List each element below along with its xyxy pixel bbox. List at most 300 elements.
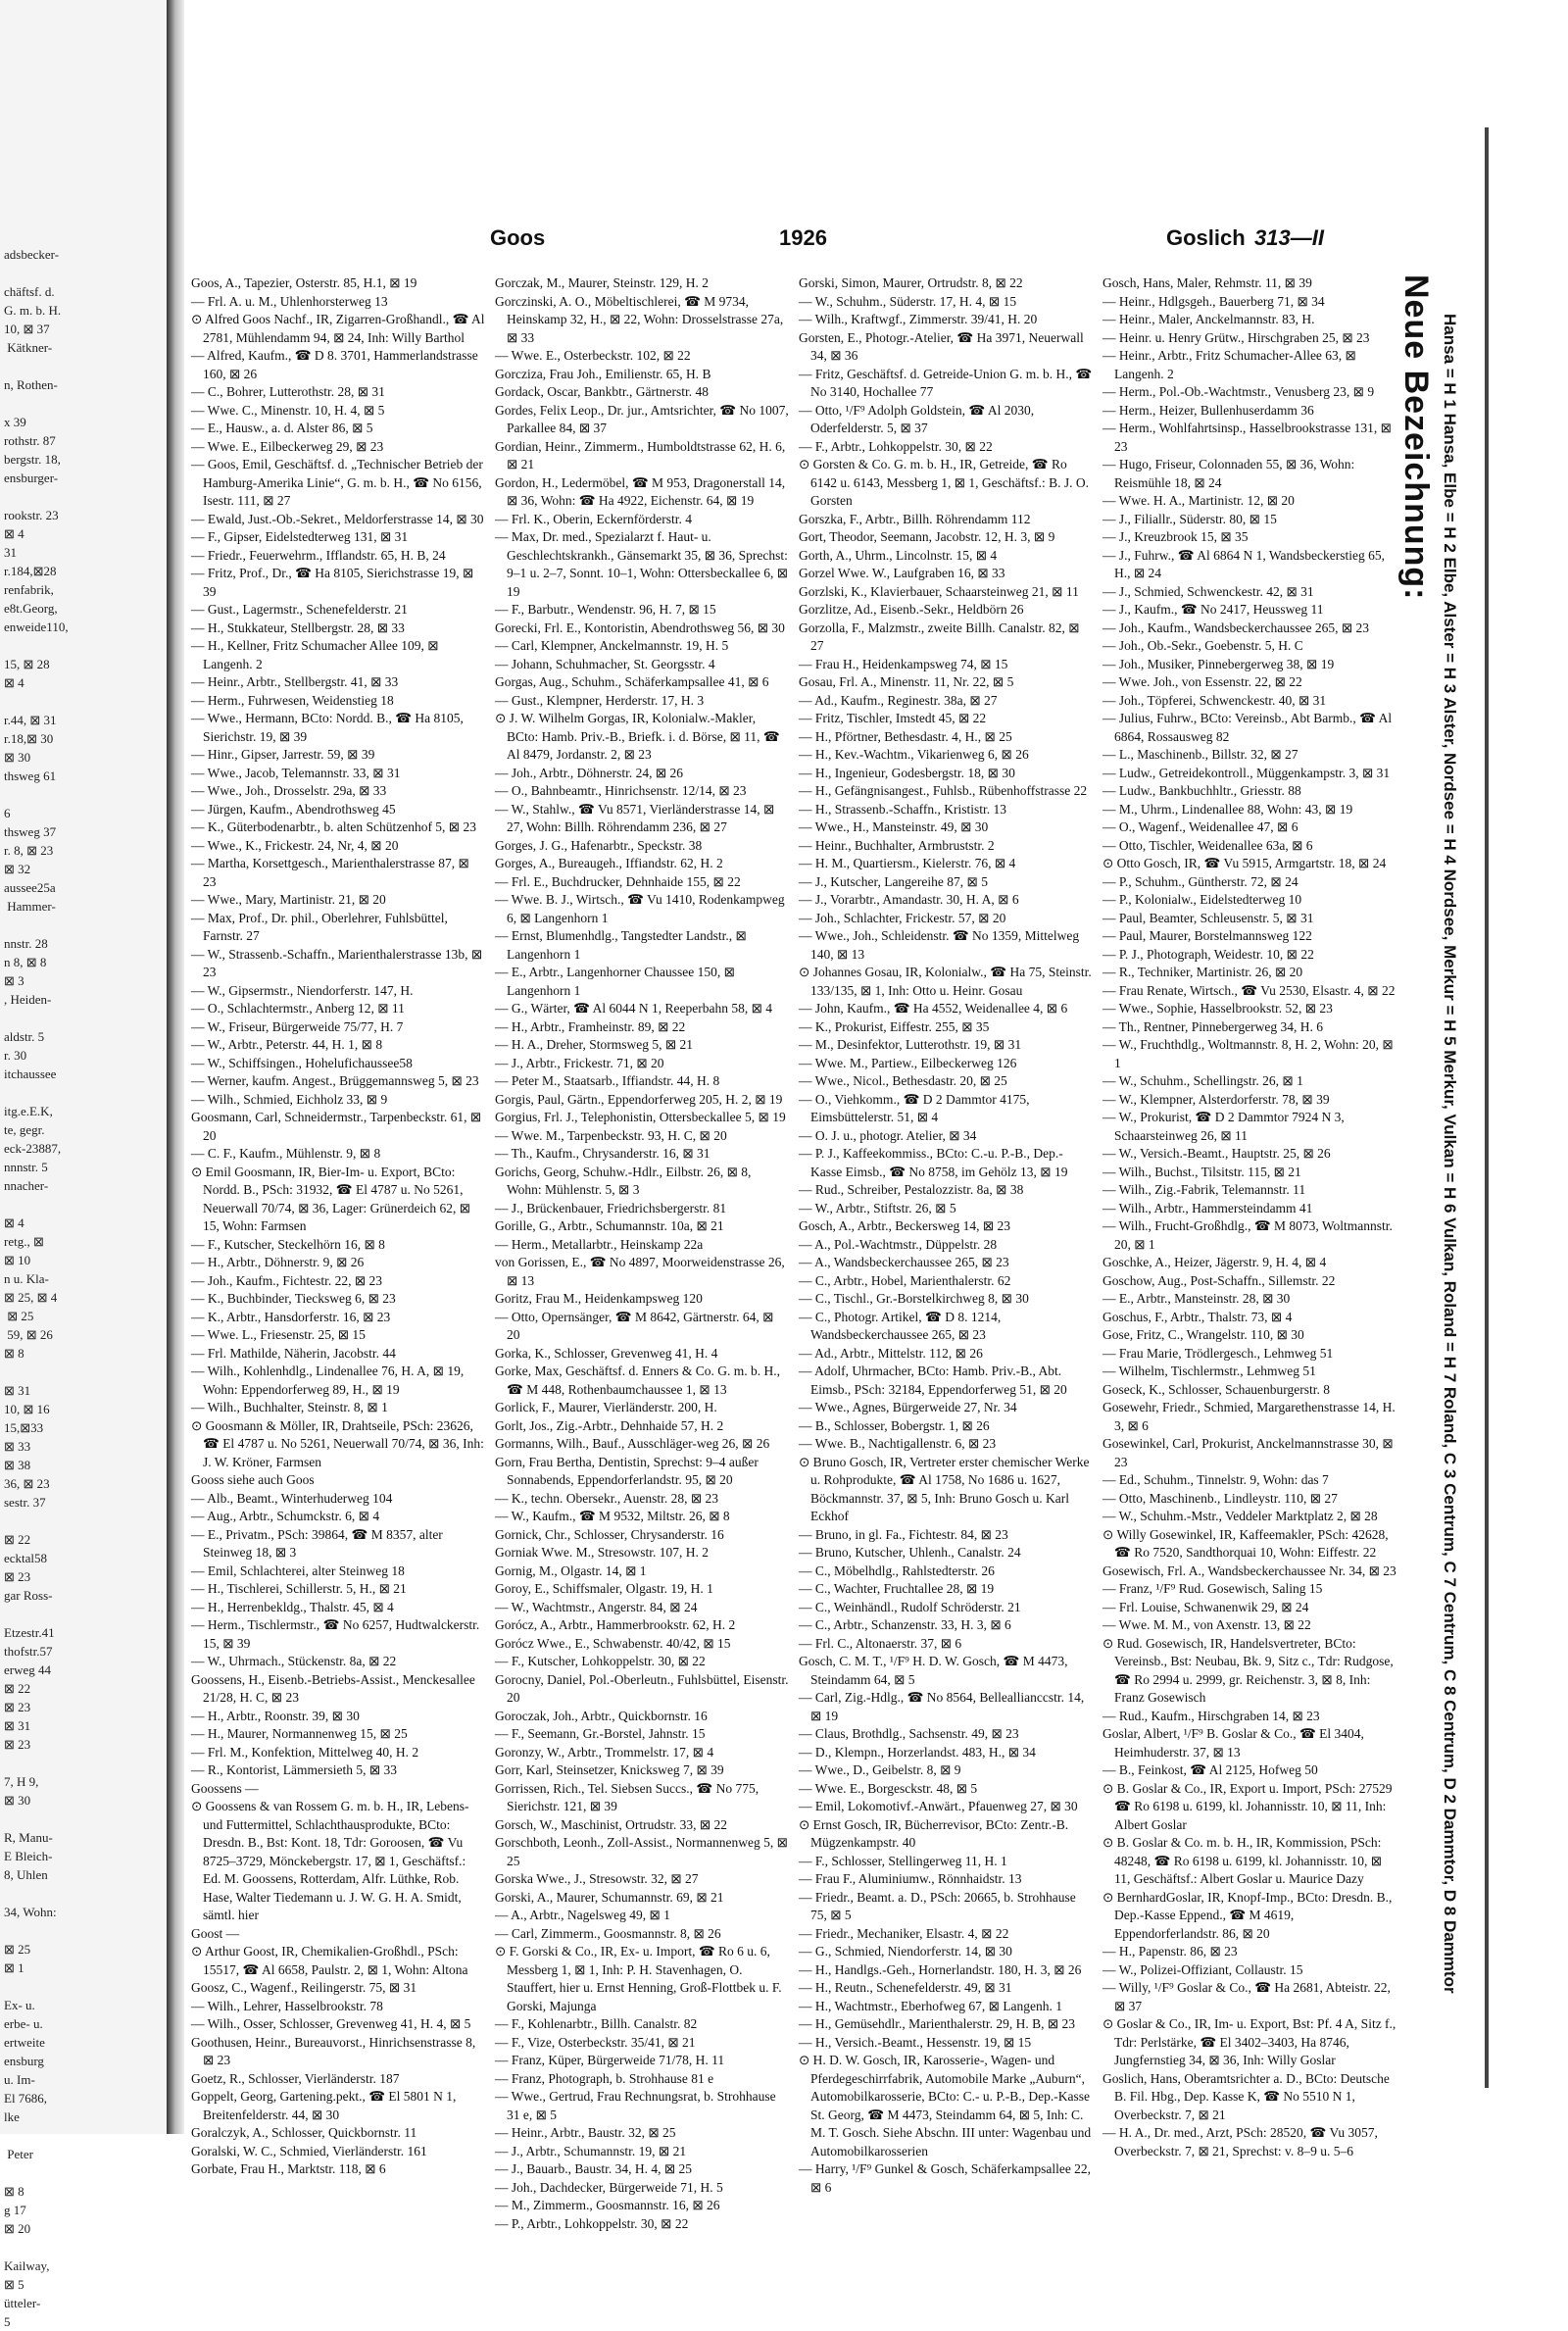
directory-entry: Gorecki, Frl. E., Kontoristin, Abendrothsweg 56, ⊠ 30 — [495, 620, 785, 635]
directory-entry: ⊙ Otto Gosch, IR, ☎ Vu 5915, Armgartstr. 18, ⊠ 24 — [1102, 856, 1387, 870]
directory-entry: — Th., Kaufm., Chrysanderstr. 16, ⊠ 31 — [495, 1146, 710, 1161]
directory-entry: — Hugo, Friseur, Colonnaden 55, ⊠ 36, Wohn: Reismühle 18, ⊠ 24 — [1102, 457, 1355, 490]
directory-entry: — F., Vize, Osterbeckstr. 35/41, ⊠ 21 — [495, 2034, 696, 2050]
directory-entry: Gosau, Frl. A., Minenstr. 11, Nr. 22, ⊠ 5 — [799, 674, 1014, 689]
directory-entry: — Heinr., Buchhalter, Armbruststr. 2 — [799, 837, 995, 853]
directory-entry: — Wwe., K., Frickestr. 24, Nr, 4, ⊠ 20 — [191, 837, 399, 853]
directory-entry: — Emil, Lokomotivf.-Anwärt., Pfauenweg 27, ⊠ 30 — [799, 1799, 1078, 1813]
directory-entry: — F., Kohlenarbtr., Billh. Canalstr. 82 — [495, 2016, 698, 2031]
directory-entry: Goost — — [191, 1925, 240, 1941]
directory-entry: — Wilh., Kohlenhdlg., Lindenallee 76, H. A, ⊠ 19, Wohn: Eppendorferweg 89, H., ⊠ 19 — [191, 1364, 465, 1397]
directory-entry: — Otto, Tischler, Weidenallee 63a, ⊠ 6 — [1102, 837, 1313, 853]
directory-entry: ⊙ Arthur Goost, IR, Chemikalien-Großhdl., PSch: 15517, ☎ Al 6658, Paulstr. 2, ⊠ 1, Wohn: Altona — [191, 1944, 468, 1977]
previous-page-gutter — [0, 0, 170, 2329]
directory-entry: — K., Buchbinder, Tiecksweg 6, ⊠ 23 — [191, 1291, 396, 1306]
directory-entry: — Wwe., Agnes, Bürgerweide 27, Nr. 34 — [799, 1400, 1017, 1414]
directory-entry: — Aug., Arbtr., Schumckstr. 6, ⊠ 4 — [191, 1509, 380, 1523]
directory-entry: — Max, Prof., Dr. phil., Oberlehrer, Fuhlsbüttel, Farnstr. 27 — [191, 910, 448, 943]
directory-entry: — Max, Dr. med., Spezialarzt f. Haut- u. Geschlechtskrankh., Gänsemarkt 35, ⊠ 36, Sprechst: 9–1 u. 2–7, Sonnt. 10–1, Wohn: Ottersbeckallee 6, ⊠ 19 — [495, 529, 789, 599]
directory-entry: — H., Arbtr., Framheinstr. 89, ⊠ 22 — [495, 1018, 686, 1034]
directory-entry: — Ad., Arbtr., Mittelstr. 112, ⊠ 26 — [799, 1345, 983, 1361]
directory-entry: — A., Pol.-Wachtmstr., Düppelstr. 28 — [799, 1236, 998, 1252]
directory-entry: — K., Prokurist, Eiffestr. 255, ⊠ 35 — [799, 1018, 990, 1034]
directory-entry: — Werner, kaufm. Angest., Brüggemannsweg 5, ⊠ 23 — [191, 1073, 479, 1088]
column-2 — [495, 274, 789, 2231]
directory-entry: Gorn, Frau Bertha, Dentistin, Sprechst: 9–4 außer Sonnabends, Eppendorferlandstr. 95, ⊠ 20 — [495, 1454, 759, 1487]
directory-entry: Goseck, K., Schlosser, Schauenburgerstr. 8 — [1102, 1381, 1331, 1397]
directory-entry: — P., Schuhm., Güntherstr. 72, ⊠ 24 — [1102, 873, 1298, 889]
directory-entry: — W., Uhrmach., Stückenstr. 8a, ⊠ 22 — [191, 1654, 397, 1668]
directory-entry: — B., Feinkost, ☎ Al 2125, Hofweg 50 — [1102, 1762, 1318, 1777]
directory-entry: Gorka, K., Schlosser, Grevenweg 41, H. 4 — [495, 1345, 718, 1361]
directory-entry: ⊙ J. W. Wilhelm Gorgas, IR, Kolonialw.-Makler, BCto: Hamb. Priv.-B., Briefk. i. d. Börse, ⊠ 11, ☎ Al 8479, Jordanstr. 2, ⊠ 23 — [495, 711, 780, 762]
directory-entry: ⊙ Goosmann & Möller, IR, Drahtseile, PSch: 23626, ☎ El 4787 u. No 5261, Neuerwall 70/74, ⊠ 36, Inh: J. W. Kröner, Farmsen — [191, 1417, 484, 1469]
directory-entry: — H., Herrenbekldg., Thalstr. 45, ⊠ 4 — [191, 1599, 394, 1614]
directory-entry: — H., Pförtner, Bethesdastr. 4, H., ⊠ 25 — [799, 728, 1012, 744]
directory-entry: Gorsten, E., Photogr.-Atelier, ☎ Ha 3971, Neuerwall 34, ⊠ 36 — [799, 329, 1084, 363]
directory-entry: — Paul, Beamter, Schleusenstr. 5, ⊠ 31 — [1102, 910, 1314, 925]
directory-entry: — Wilh., Buchhalter, Steinstr. 8, ⊠ 1 — [191, 1400, 388, 1414]
directory-entry: Goroczak, Joh., Arbtr., Quickbornstr. 16 — [495, 1708, 708, 1723]
directory-entry: — G., Wärter, ☎ Al 6044 N 1, Reeperbahn 58, ⊠ 4 — [495, 1001, 773, 1016]
directory-entry: Gorges, J. G., Hafenarbtr., Speckstr. 38 — [495, 837, 703, 853]
directory-entry: — H., Kev.-Wachtm., Vikarienweg 6, ⊠ 26 — [799, 747, 1029, 762]
directory-entry: Goossens, H., Eisenb.-Betriebs-Assist., Menckesallee 21/28, H. C, ⊠ 23 — [191, 1671, 475, 1705]
directory-entry: Goos, A., Tapezier, Osterstr. 85, H.1, ⊠ 19 — [191, 275, 417, 290]
directory-entry: Gorócz Wwe., E., Schwabenstr. 40/42, ⊠ 15 — [495, 1635, 731, 1651]
directory-entry: — Martha, Korsettgesch., Marienthalerstrasse 87, ⊠ 23 — [191, 856, 469, 889]
directory-entry: — C., Möbelhdlg., Rahlstedterstr. 26 — [799, 1562, 995, 1578]
directory-entry: — Otto, Opernsänger, ☎ M 8642, Gärtnerstr. 64, ⊠ 20 — [495, 1309, 774, 1342]
directory-entry: — Frl. E., Buchdrucker, Dehnhaide 155, ⊠ 22 — [495, 873, 741, 889]
directory-columns — [191, 274, 1396, 2231]
directory-entry: — W., Klempner, Alsterdorferstr. 78, ⊠ 39 — [1102, 1091, 1330, 1107]
column-4 — [1102, 274, 1396, 2158]
directory-entry: — Herm., Heizer, Bullenhuserdamm 36 — [1102, 402, 1314, 418]
directory-entry: Goralczyk, A., Schlosser, Quickbornstr. 11 — [191, 2125, 417, 2140]
directory-entry: — Ed., Schuhm., Tinnelstr. 9, Wohn: das 7 — [1102, 1472, 1329, 1487]
directory-entry: Gorocny, Daniel, Pol.-Oberleutn., Fuhlsbüttel, Eisenstr. 20 — [495, 1671, 789, 1705]
directory-entry: — W., Wachtmstr., Angerstr. 84, ⊠ 24 — [495, 1599, 698, 1614]
directory-entry: Gorszka, F., Arbtr., Billh. Röhrendamm 112 — [799, 511, 1031, 526]
directory-entry: — Wwe. H. A., Martinistr. 12, ⊠ 20 — [1102, 493, 1295, 508]
directory-entry: — F., Gipser, Eidelstedterweg 131, ⊠ 31 — [191, 529, 409, 544]
directory-entry: — C., Photogr. Artikel, ☎ D 8. 1214, Wandsbeckerchaussee 265, ⊠ 23 — [799, 1309, 1002, 1342]
header-right-word: Goslich — [1166, 225, 1246, 250]
directory-entry: — Frl. M., Konfektion, Mittelweg 40, H. 2 — [191, 1744, 419, 1760]
directory-entry: — Willy, ¹/F⁹ Goslar & Co., ☎ Ha 2681, Abteistr. 22, ⊠ 37 — [1102, 1980, 1391, 2013]
directory-entry: ⊙ Bruno Gosch, IR, Vertreter erster chemischer Werke u. Rohprodukte, ☎ Al 1758, No 1686 u. 1627, Böckmannstr. 37, ⊠ 5, Inh: Bruno Gosch u. Karl Eckhof — [799, 1454, 1090, 1523]
directory-entry: — Fritz, Prof., Dr., ☎ Ha 8105, Sierichstrasse 19, ⊠ 39 — [191, 566, 474, 599]
directory-entry: — Wilh., Lehrer, Hasselbrookstr. 78 — [191, 1998, 383, 2013]
directory-entry: — Harry, ¹/F⁹ Gunkel & Gosch, Schäferkampsallee 22, ⊠ 6 — [799, 2161, 1092, 2195]
directory-entry: — B., Schlosser, Bobergstr. 1, ⊠ 26 — [799, 1417, 990, 1433]
directory-entry: ⊙ Willy Gosewinkel, IR, Kaffeemakler, PSch: 42628, ☎ Ro 7520, Sandthorquai 10, Wohn: Eiffestr. 22 — [1102, 1526, 1389, 1560]
directory-entry: — Wwe., Gertrud, Frau Rechnungsrat, b. Strohhause 31 e, ⊠ 5 — [495, 2089, 776, 2122]
directory-entry: — Franz, ¹/F⁹ Rud. Gosewisch, Saling 15 — [1102, 1581, 1323, 1596]
directory-entry: — P., Kolonialw., Eidelstedterweg 10 — [1102, 892, 1302, 907]
directory-entry: — Goos, Emil, Geschäftsf. d. „Technischer Betrieb der Hamburg-Amerika Linie“, G. m. b. H., ☎ No 6156, Isestr. 111, ⊠ 27 — [191, 457, 483, 508]
directory-entry: Gorichs, Georg, Schuhw.-Hdlr., Eilbstr. 26, ⊠ 8, Wohn: Mühlenstr. 5, ⊠ 3 — [495, 1164, 752, 1197]
directory-entry: — Carl, Zig.-Hdlg., ☎ No 8564, Belleallianccstr. 14, ⊠ 19 — [799, 1690, 1085, 1723]
directory-entry: ⊙ Goossens & van Rossem G. m. b. H., IR, Lebens- und Futtermittel, Schlachthausprodukte, BCto: Dresdn. B., Bst: Kont. 18, Tdr: Goroosen, ☎ Vu 8725–3729, Mönckebergstr. 17, ⊠ 1, Geschäftsf.: Ed. M. Goossens, Rotterdam, Alfr. Lüthke, Rob. Hase, Walter Tiedemann u. J. W. G. H. A. Smidt, sämtl. hier — [191, 1799, 469, 1922]
directory-entry: Gorbate, Frau H., Marktstr. 118, ⊠ 6 — [191, 2161, 386, 2176]
directory-entry: Goosmann, Carl, Schneidermstr., Tarpenbeckstr. 61, ⊠ 20 — [191, 1110, 482, 1143]
directory-entry: ⊙ B. Goslar & Co., IR, Export u. Import, PSch: 27529 ☎ Ro 6198 u. 6199, kl. Johannisstr. 10, ⊠ 11, Inh: Albert Goslar — [1102, 1780, 1393, 1832]
directory-entry: Gornick, Chr., Schlosser, Chrysanderstr. 16 — [495, 1526, 724, 1542]
directory-entry: — Wilh., Schmied, Eichholz 33, ⊠ 9 — [191, 1091, 388, 1107]
directory-entry: — Joh., Dachdecker, Bürgerweide 71, H. 5 — [495, 2179, 723, 2195]
directory-entry: — C., Weinhändl., Rudolf Schröderstr. 21 — [799, 1599, 1021, 1614]
directory-entry: — P. J., Photograph, Weidestr. 10, ⊠ 22 — [1102, 946, 1314, 962]
directory-entry: — Wwe. B. J., Wirtsch., ☎ Vu 1410, Rodenkampweg 6, ⊠ Langenhorn 1 — [495, 892, 785, 925]
directory-entry: — H., Gefängnisangest., Fuhlsb., Rübenhoffstrasse 22 — [799, 783, 1088, 798]
directory-entry: — Wwe. C., Minenstr. 10, H. 4, ⊠ 5 — [191, 402, 385, 418]
directory-entry: — Otto, Maschinenb., Lindleystr. 110, ⊠ 27 — [1102, 1490, 1338, 1506]
directory-entry: — Wilh., Arbtr., Hammersteindamm 41 — [1102, 1200, 1313, 1215]
directory-entry: — A., Arbtr., Nagelsweg 49, ⊠ 1 — [495, 1908, 670, 1922]
directory-entry: — W., Versich.-Beamt., Hauptstr. 25, ⊠ 26 — [1102, 1146, 1331, 1161]
directory-entry: — E., Arbtr., Mansteinstr. 28, ⊠ 30 — [1102, 1291, 1291, 1306]
directory-entry: — W., Fruchthdlg., Woltmannstr. 8, H. 2, Wohn: 20, ⊠ 1 — [1102, 1037, 1394, 1070]
directory-entry: — Ludw., Bankbuchhltr., Griesstr. 88 — [1102, 783, 1301, 798]
directory-entry: — Fritz, Geschäftsf. d. Getreide-Union G. m. b. H., ☎ No 3140, Hochallee 77 — [799, 366, 1093, 399]
directory-entry: — Wwe. M. M., von Axenstr. 13, ⊠ 22 — [1102, 1617, 1311, 1632]
book-fold — [167, 0, 184, 2134]
directory-entry: Gorócz, A., Arbtr., Hammerbrookstr. 62, H. 2 — [495, 1617, 736, 1632]
directory-entry: — Frl. K., Oberin, Eckernförderstr. 4 — [495, 511, 692, 526]
directory-entry: — Wwe. B., Nachtigallenstr. 6, ⊠ 23 — [799, 1436, 997, 1451]
directory-entry: — K., techn. Obersekr., Auenstr. 28, ⊠ 23 — [495, 1490, 719, 1506]
directory-entry: Gorke, Max, Geschäftsf. d. Enners & Co. G. m. b. H., ☎ M 448, Rothenbaumchaussee 1, ⊠ 13 — [495, 1364, 780, 1397]
directory-entry: — Heinr. u. Henry Grütw., Hirschgraben 25, ⊠ 23 — [1102, 329, 1370, 345]
directory-entry: Gorlick, F., Maurer, Vierländerstr. 200, H. — [495, 1400, 717, 1414]
header-left-word: Goos — [490, 225, 546, 250]
directory-entry: — Heinr., Maler, Anckelmannstr. 83, H. — [1102, 312, 1315, 326]
directory-entry: — Rud., Kaufm., Hirschgraben 14, ⊠ 23 — [1102, 1708, 1320, 1723]
directory-entry: Gosewisch, Frl. A., Wandsbeckerchaussee Nr. 34, ⊠ 23 — [1102, 1562, 1396, 1578]
directory-entry: Gordon, H., Ledermöbel, ☎ M 953, Dragonerstall 14, ⊠ 36, Wohn: ☎ Ha 4922, Eichenstr. 64, ⊠ 19 — [495, 474, 786, 508]
directory-entry: Gorrissen, Rich., Tel. Siebsen Succs., ☎ No 775, Sierichstr. 121, ⊠ 39 — [495, 1780, 760, 1813]
directory-entry: Gordack, Oscar, Bankbtr., Gärtnerstr. 48 — [495, 384, 710, 399]
directory-entry: — G., Schmied, Niendorferstr. 14, ⊠ 30 — [799, 1944, 1012, 1959]
directory-entry: — Wwe., D., Geibelstr. 8, ⊠ 9 — [799, 1762, 961, 1777]
directory-entry: — Adolf, Uhrmacher, BCto: Hamb. Priv.-B., Abt. Eimsb., PSch: 32184, Eppendorferweg 51, ⊠ 20 — [799, 1364, 1067, 1397]
directory-entry: Gosch, Hans, Maler, Rehmstr. 11, ⊠ 39 — [1102, 275, 1312, 290]
directory-entry: — Wwe., H., Mansteinstr. 49, ⊠ 30 — [799, 819, 989, 834]
directory-entry: — Herm., Wohlfahrtsinsp., Hasselbrookstrasse 131, ⊠ 23 — [1102, 421, 1392, 454]
directory-entry: — W., Schuhm., Süderstr. 17, H. 4, ⊠ 15 — [799, 293, 1017, 309]
directory-entry: Goschke, A., Heizer, Jägerstr. 9, H. 4, ⊠ 4 — [1102, 1255, 1327, 1269]
column-1 — [191, 274, 485, 2176]
directory-entry: Gorgas, Aug., Schuhm., Schäferkampsallee 41, ⊠ 6 — [495, 674, 769, 689]
directory-entry: — Wilh., Osser, Schlosser, Grevenweg 41, H. 4, ⊠ 5 — [191, 2016, 471, 2031]
directory-entry: Gorzolla, F., Malzmstr., zweite Billh. Canalstr. 82, ⊠ 27 — [799, 620, 1080, 653]
directory-entry: Goroy, E., Schiffsmaler, Olgastr. 19, H. 1 — [495, 1581, 713, 1596]
directory-entry: — O., Schlachtermstr., Anberg 12, ⊠ 11 — [191, 1001, 405, 1016]
directory-entry: — H., Papenstr. 86, ⊠ 23 — [1102, 1944, 1238, 1959]
directory-entry: — Emil, Schlachterei, alter Steinweg 18 — [191, 1562, 405, 1578]
directory-entry: — Frl. Louise, Schwanenwik 29, ⊠ 24 — [1102, 1599, 1309, 1614]
directory-entry: Goossens — — [191, 1780, 259, 1796]
directory-entry: — Wwe., Sophie, Hasselbrookstr. 52, ⊠ 23 — [1102, 1001, 1333, 1016]
directory-entry: — Frau Marie, Trödlergesch., Lehmweg 51 — [1102, 1345, 1334, 1361]
directory-entry: — C., Arbtr., Hobel, Marienthalerstr. 62 — [799, 1272, 1011, 1288]
directory-entry: Gormanns, Wilh., Bauf., Ausschläger-weg 26, ⊠ 26 — [495, 1436, 770, 1451]
directory-entry: — Franz, Küper, Bürgerweide 71/78, H. 11 — [495, 2053, 725, 2067]
directory-entry: — Wilh., Kraftwgf., Zimmerstr. 39/41, H. 20 — [799, 312, 1038, 326]
directory-entry: — M., Desinfektor, Lutterothstr. 19, ⊠ 31 — [799, 1037, 1022, 1052]
directory-entry: — F., Arbtr., Lohkoppelstr. 30, ⊠ 22 — [799, 438, 993, 454]
directory-entry: — Fritz, Tischler, Imstedt 45, ⊠ 22 — [799, 711, 987, 725]
directory-entry: — Wwe. E., Osterbeckstr. 102, ⊠ 22 — [495, 348, 691, 363]
directory-entry: — Franz, Photograph, b. Strohhause 81 e — [495, 2070, 714, 2086]
sidebar-title: Neue Bezeichnung: — [1397, 274, 1435, 601]
directory-entry: — H., Arbtr., Roonstr. 39, ⊠ 30 — [191, 1708, 360, 1723]
directory-entry: — W., Stahlw., ☎ Vu 8571, Vierländerstrasse 14, ⊠ 27, Wohn: Billh. Röhrendamm 236, ⊠ 27 — [495, 801, 775, 834]
directory-entry: — J., Kutscher, Langereihe 87, ⊠ 5 — [799, 873, 988, 889]
directory-entry: — Joh., Musiker, Pinnebergerweg 38, ⊠ 19 — [1102, 656, 1335, 671]
directory-entry: — Herm., Tischlermstr., ☎ No 6257, Hudtwalckerstr. 15, ⊠ 39 — [191, 1617, 480, 1651]
directory-entry: ⊙ Emil Goosmann, IR, Bier-Im- u. Export, BCto: Nordd. B., PSch: 31932, ☎ El 4787 u. No 5261, Neuerwall 70/74, ⊠ 36, Lager: Grünerdeich 62, ⊠ 15, Wohn: Farmsen — [191, 1164, 471, 1233]
directory-entry: Gorzlski, K., Klavierbauer, Schaarsteinweg 21, ⊠ 11 — [799, 583, 1079, 599]
directory-entry: ⊙ BernhardGoslar, IR, Knopf-Imp., BCto: Dresdn. B., Dep.-Kasse Eppend., ☎ M 4619, Eppendorferlandstr. 86, ⊠ 20 — [1102, 1889, 1393, 1941]
directory-entry: — Frau H., Heidenkampsweg 74, ⊠ 15 — [799, 656, 1008, 671]
directory-entry: — Wwe., Nicol., Bethesdastr. 20, ⊠ 25 — [799, 1073, 1007, 1088]
directory-entry: — F., Kutscher, Steckelhörn 16, ⊠ 8 — [191, 1236, 385, 1252]
directory-entry: — E., Hausw., a. d. Alster 86, ⊠ 5 — [191, 421, 373, 435]
directory-entry: Goetz, R., Schlosser, Vierländerstr. 187 — [191, 2070, 400, 2086]
directory-entry: Gorczinski, A. O., Möbeltischlerei, ☎ M 9734, Heinskamp 32, H., ⊠ 22, Wohn: Drosselstrasse 27a, ⊠ 33 — [495, 293, 784, 345]
directory-entry: Gosch, A., Arbtr., Beckersweg 14, ⊠ 23 — [799, 1218, 1011, 1233]
directory-entry: ⊙ Alfred Goos Nachf., IR, Zigarren-Großhandl., ☎ Al 2781, Mühlendamm 94, ⊠ 24, Inh: Willy Barthol — [191, 312, 485, 345]
directory-entry: — W., Arbtr., Peterstr. 44, H. 1, ⊠ 8 — [191, 1037, 383, 1052]
directory-entry: — H., Gemüsehdlr., Marienthalerstr. 29, H. B, ⊠ 23 — [799, 2016, 1076, 2031]
sidebar-codes: Hansa = H 1 Hansa, Elbe = H 2 Elbe, Alster = H 3 Alster, Nordsee = H 4 Nordsee, Merkur = H 5 Merkur, Vulkan = H 6 Vulkan, Roland = H 7 Roland, C 3 Centrum, C 7 Centrum, C 8 Centrum, D 2 Dammtor, D 8 Dammtor — [1441, 314, 1459, 1994]
directory-entry: — Ewald, Just.-Ob.-Sekret., Meldorferstrasse 14, ⊠ 30 — [191, 511, 484, 526]
directory-entry: Gort, Theodor, Seemann, Jacobstr. 12, H. 3, ⊠ 9 — [799, 529, 1055, 544]
directory-entry: — Heinr., Arbtr., Fritz Schumacher-Allee 63, ⊠ Langenh. 2 — [1102, 348, 1356, 381]
directory-entry: — E., Arbtr., Langenhorner Chaussee 150, ⊠ Langenhorn 1 — [495, 965, 735, 998]
directory-entry: — R., Kontorist, Lämmersieth 5, ⊠ 33 — [191, 1762, 398, 1777]
directory-entry: — H., Handlgs.-Geh., Hornerlandstr. 180, H. 3, ⊠ 26 — [799, 1961, 1082, 1977]
directory-entry: ⊙ Rud. Gosewisch, IR, Handelsvertreter, BCto: Vereinsb., Bst: Neubau, Bk. 9, Sitz c., Tdr: Rudgose, ☎ Ro 2994 u. 2999, gr. Reichenstr. 3, ⊠ 8, Inh: Franz Gosewisch — [1102, 1635, 1394, 1705]
directory-entry: — W., Schuhm., Schellingstr. 26, ⊠ 1 — [1102, 1073, 1303, 1088]
directory-entry: — L., Maschinenb., Billstr. 32, ⊠ 27 — [1102, 747, 1298, 762]
directory-entry: Gordian, Heinr., Zimmerm., Humboldtstrasse 62, H. 6, ⊠ 21 — [495, 438, 786, 471]
directory-entry: — Jürgen, Kaufm., Abendrothsweg 45 — [191, 801, 396, 817]
directory-entry: — Hinr., Gipser, Jarrestr. 59, ⊠ 39 — [191, 747, 375, 762]
directory-entry: ⊙ Goslar & Co., IR, Im- u. Export, Bst: Pf. 4 A, Sitz f., Tdr: Perlstärke, ☎ El 3402–3403, Ha 8746, Jungfernstieg 34, ⊠ 36, Inh: Willy Goslar — [1102, 2016, 1396, 2067]
directory-entry: — Frau Renate, Wirtsch., ☎ Vu 2530, Elsastr. 4, ⊠ 22 — [1102, 982, 1396, 998]
directory-entry: — O., Wagenf., Weidenallee 47, ⊠ 6 — [1102, 819, 1298, 834]
directory-entry: — F., Seemann, Gr.-Borstel, Jahnstr. 15 — [495, 1726, 706, 1741]
directory-entry: Gornig, M., Olgastr. 14, ⊠ 1 — [495, 1562, 647, 1578]
directory-entry: Gordes, Felix Leop., Dr. jur., Amtsrichter, ☎ No 1007, Parkallee 84, ⊠ 37 — [495, 402, 789, 435]
directory-entry: — Carl, Zimmerm., Goosmannstr. 8, ⊠ 26 — [495, 1925, 721, 1941]
directory-entry: — W., Prokurist, ☎ D 2 Dammtor 7924 N 3, Schaarsteinweg 26, ⊠ 11 — [1102, 1110, 1345, 1143]
new-designation-sidebar — [1396, 274, 1475, 1994]
directory-entry: Gorille, G., Arbtr., Schumannstr. 10a, ⊠ 21 — [495, 1218, 724, 1233]
directory-entry: Gosewinkel, Carl, Prokurist, Anckelmannstrasse 30, ⊠ 23 — [1102, 1436, 1394, 1469]
directory-entry: — Gust., Lagermstr., Schenefelderstr. 21 — [191, 602, 408, 617]
directory-entry: Gosewehr, Friedr., Schmied, Margarethenstrasse 14, H. 3, ⊠ 6 — [1102, 1400, 1396, 1433]
directory-entry: — Wwe. E., Eilbeckerweg 29, ⊠ 23 — [191, 438, 384, 454]
directory-entry: Gorcziza, Frau Joh., Emilienstr. 65, H. B — [495, 366, 711, 381]
directory-entry: Goschow, Aug., Post-Schaffn., Sillemstr. 22 — [1102, 1272, 1336, 1288]
directory-entry: — H., Strassenb.-Schaffn., Krististr. 13 — [799, 801, 1006, 817]
directory-entry: — J., Kreuzbrook 15, ⊠ 35 — [1102, 529, 1249, 544]
directory-entry: — Julius, Fuhrw., BCto: Vereinsb., Abt Barmb., ☎ Al 6864, Rossausweg 82 — [1102, 711, 1393, 744]
directory-entry: — J., Schmied, Schwenckestr. 42, ⊠ 31 — [1102, 583, 1314, 599]
directory-entry: — Herm., Pol.-Ob.-Wachtmstr., Venusberg 23, ⊠ 9 — [1102, 384, 1375, 399]
directory-entry: — Joh., Kaufm., Wandsbeckerchaussee 265, ⊠ 23 — [1102, 620, 1370, 635]
directory-entry: — C., Tischl., Gr.-Borstelkirchweg 8, ⊠ 30 — [799, 1291, 1029, 1306]
directory-entry: — Carl, Klempner, Anckelmannstr. 19, H. 5 — [495, 638, 729, 653]
directory-entry: — Wwe. E., Borgesckstr. 48, ⊠ 5 — [799, 1780, 978, 1796]
directory-entry: — Frau F., Aluminiumw., Rönnhaidstr. 13 — [799, 1871, 1022, 1886]
directory-entry: Goosz, C., Wagenf., Reilingerstr. 75, ⊠ 31 — [191, 1980, 417, 1995]
directory-entry: — O., Viehkomm., ☎ D 2 Dammtor 4175, Eimsbüttelerstr. 51, ⊠ 4 — [799, 1091, 1030, 1124]
directory-entry: — H., Arbtr., Döhnerstr. 9, ⊠ 26 — [191, 1255, 365, 1269]
directory-entry: Goothusen, Heinr., Bureauvorst., Hinrichsenstrasse 8, ⊠ 23 — [191, 2034, 476, 2067]
directory-entry: — Heinr., Arbtr., Stellbergstr. 41, ⊠ 33 — [191, 674, 399, 689]
directory-entry: — K., Güterbodenarbtr., b. alten Schützenhof 5, ⊠ 23 — [191, 819, 476, 834]
directory-entry: — Paul, Maurer, Borstelmannsweg 122 — [1102, 928, 1312, 943]
directory-entry: — W., Polizei-Offiziant, Collaustr. 15 — [1102, 1961, 1303, 1977]
directory-entry: ⊙ Johannes Gosau, IR, Kolonialw., ☎ Ha 75, Steinstr. 133/135, ⊠ 1, Inh: Otto u. Heinr. Gosau — [799, 965, 1092, 998]
directory-entry: — M., Uhrm., Lindenallee 88, Wohn: 43, ⊠ 19 — [1102, 801, 1353, 817]
directory-entry: — Th., Rentner, Pinnebergerweg 34, H. 6 — [1102, 1018, 1324, 1034]
directory-entry: — H. A., Dreher, Stormsweg 5, ⊠ 21 — [495, 1037, 693, 1052]
directory-entry: Goschus, F., Arbtr., Thalstr. 73, ⊠ 4 — [1102, 1309, 1293, 1324]
directory-entry: Goronzy, W., Arbtr., Trommelstr. 17, ⊠ 4 — [495, 1744, 714, 1760]
directory-entry: — D., Klempn., Horzerlandst. 483, H., ⊠ 34 — [799, 1744, 1036, 1760]
directory-entry: — Peter M., Staatsarb., Iffiandstr. 44, H. 8 — [495, 1073, 720, 1088]
directory-entry: — J., Fuhrw., ☎ Al 6864 N 1, Wandsbeckerstieg 65, H., ⊠ 24 — [1102, 547, 1385, 580]
directory-entry: Gorczak, M., Maurer, Steinstr. 129, H. 2 — [495, 275, 710, 290]
directory-entry: — Joh., Arbtr., Döhnerstr. 24, ⊠ 26 — [495, 765, 684, 780]
directory-entry: Gorth, A., Uhrm., Lincolnstr. 15, ⊠ 4 — [799, 547, 998, 563]
directory-entry: — Claus, Brothdlg., Sachsenstr. 49, ⊠ 23 — [799, 1726, 1019, 1741]
directory-entry: — O., Bahnbeamtr., Hinrichsenstr. 12/14, ⊠ 23 — [495, 783, 747, 798]
directory-entry: ⊙ Ernst Gosch, IR, Bücherrevisor, BCto: Zentr.-B. Mügzenkampstr. 40 — [799, 1816, 1069, 1850]
page-number: 313—II — [1254, 225, 1324, 250]
directory-entry: — Wilh., Zig.-Fabrik, Telemannstr. 11 — [1102, 1182, 1306, 1197]
directory-entry: — Wwe. L., Friesenstr. 25, ⊠ 15 — [191, 1327, 366, 1342]
directory-entry: — Johann, Schuhmacher, St. Georgsstr. 4 — [495, 656, 715, 671]
directory-entry: — Herm., Metallarbtr., Heinskamp 22a — [495, 1236, 704, 1252]
directory-entry: — Joh., Kaufm., Fichtestr. 22, ⊠ 23 — [191, 1272, 383, 1288]
directory-entry: Goritz, Frau M., Heidenkampsweg 120 — [495, 1291, 703, 1306]
directory-entry: — C., Wachter, Fruchtallee 28, ⊠ 19 — [799, 1581, 995, 1596]
directory-entry: — H. M., Quartiersm., Kielerstr. 76, ⊠ 4 — [799, 856, 1016, 870]
directory-entry: — Wwe. M., Partiew., Eilbeckerweg 126 — [799, 1055, 1017, 1070]
directory-entry: Goslar, Albert, ¹/F⁹ B. Goslar & Co., ☎ El 3404, Heimhuderstr. 37, ⊠ 13 — [1102, 1726, 1364, 1760]
directory-entry: — P. J., Kaffeekommiss., BCto: C.-u. P.-B., Dep.-Kasse Eimsb., ☎ No 8758, im Gehölz 13, ⊠ 19 — [799, 1146, 1068, 1179]
directory-entry: Gorges, A., Bureaugeh., Iffiandstr. 62, H. 2 — [495, 856, 723, 870]
directory-entry: — C., Arbtr., Schanzenstr. 33, H. 3, ⊠ 6 — [799, 1617, 1011, 1632]
directory-entry: — Wilh., Buchst., Tilsitstr. 115, ⊠ 21 — [1102, 1164, 1301, 1179]
directory-entry: — J., Bauarb., Baustr. 34, H. 4, ⊠ 25 — [495, 2161, 693, 2176]
directory-entry: — J., Arbtr., Frickestr. 71, ⊠ 20 — [495, 1055, 664, 1070]
directory-entry: — Wwe. M., Tarpenbeckstr. 93, H. C, ⊠ 20 — [495, 1127, 727, 1143]
directory-entry: — Wwe., Hermann, BCto: Nordd. B., ☎ Ha 8105, Sierichstr. 19, ⊠ 39 — [191, 711, 464, 744]
directory-entry: von Gorissen, E., ☎ No 4897, Moorweidenstrasse 26, ⊠ 13 — [495, 1255, 785, 1288]
directory-entry: Gorgius, Frl. J., Telephonistin, Ottersbeckallee 5, ⊠ 19 — [495, 1110, 786, 1124]
directory-entry: Gosch, C. M. T., ¹/F⁹ H. D. W. Gosch, ☎ M 4473, Steindamm 64, ⊠ 5 — [799, 1654, 1068, 1687]
directory-entry: — Wwe., Joh., Drosselstr. 29a, ⊠ 33 — [191, 783, 387, 798]
directory-entry: — C. F., Kaufm., Mühlenstr. 9, ⊠ 8 — [191, 1146, 381, 1161]
directory-entry: — Wilh., Frucht-Großhdlg., ☎ M 8073, Woltmannstr. 20, ⊠ 1 — [1102, 1218, 1393, 1252]
directory-entry: — F., Schlosser, Stellingerweg 11, H. 1 — [799, 1853, 1007, 1868]
directory-entry: — Wwe., Mary, Martinistr. 21, ⊠ 20 — [191, 892, 386, 907]
directory-entry: — H. A., Dr. med., Arzt, PSch: 28520, ☎ Vu 3057, Overbeckstr. 7, ⊠ 21, Sprechst: v. 8–9 u. 5–6 — [1102, 2125, 1378, 2158]
directory-entry: — Heinr., Arbtr., Baustr. 32, ⊠ 25 — [495, 2125, 676, 2140]
directory-page — [191, 167, 1396, 2231]
directory-entry: — Gust., Klempner, Herderstr. 17, H. 3 — [495, 692, 705, 708]
directory-entry: — Herm., Fuhrwesen, Weidenstieg 18 — [191, 692, 394, 708]
directory-entry: Gorska Wwe., J., Stresowstr. 32, ⊠ 27 — [495, 1871, 699, 1886]
directory-entry: — Bruno, in gl. Fa., Fichtestr. 84, ⊠ 23 — [799, 1526, 1008, 1542]
directory-entry: — Wilhelm, Tischlermstr., Lehmweg 51 — [1102, 1364, 1316, 1378]
directory-entry: — H., Versich.-Beamt., Hessenstr. 19, ⊠ 15 — [799, 2034, 1032, 2050]
directory-entry: Gose, Fritz, C., Wrangelstr. 110, ⊠ 30 — [1102, 1327, 1304, 1342]
directory-entry: Gorski, Simon, Maurer, Ortrudstr. 8, ⊠ 22 — [799, 275, 1023, 290]
directory-entry: Goslich, Hans, Oberamtsrichter a. D., BCto: Deutsche B. Fil. Hbg., Dep. Kasse K, ☎ No 5510 N 1, Overbeckstr. 7, ⊠ 21 — [1102, 2070, 1390, 2122]
directory-entry: — Friedr., Feuerwehrm., Ifflandstr. 65, H. B, 24 — [191, 547, 446, 563]
directory-entry: Goralski, W. C., Schmied, Vierländerstr. 161 — [191, 2143, 427, 2158]
directory-entry: — J., Vorarbtr., Amandastr. 30, H. A, ⊠ 6 — [799, 892, 1019, 907]
directory-entry: — Joh., Ob.-Sekr., Goebenstr. 5, H. C — [1102, 638, 1303, 653]
directory-entry: — Alfred, Kaufm., ☎ D 8. 3701, Hammerlandstrasse 160, ⊠ 26 — [191, 348, 478, 381]
directory-entry: — P., Arbtr., Lohkoppelstr. 30, ⊠ 22 — [495, 2215, 689, 2231]
directory-entry: ⊙ H. D. W. Gosch, IR, Karosserie-, Wagen- und Pferdegeschirrfabrik, Automobile Marke „Auburn“, Automobilkarosserie, BCto: C.- u. P.-B., Dep.-Kasse St. Georg, ☎ M 4473, Steindamm 64, ⊠ 5, Inh: C. M. T. Gosch. Siehe Abschn. III unter: Wagenbau und Automobilkarosserien — [799, 2053, 1092, 2158]
directory-entry: — W., Gipsermstr., Niendorferstr. 147, H. — [191, 982, 414, 998]
header-year: 1926 — [779, 225, 827, 250]
directory-entry: — W., Arbtr., Stiftstr. 26, ⊠ 5 — [799, 1200, 956, 1215]
directory-entry: — Joh., Schlachter, Frickestr. 57, ⊠ 20 — [799, 910, 1006, 925]
page-header — [191, 225, 1387, 265]
directory-entry: ⊙ Gorsten & Co. G. m. b. H., IR, Getreide, ☎ Ro 6142 u. 6143, Messberg 1, ⊠ 1, Geschäftsf.: B. J. O. Gorsten — [799, 457, 1090, 508]
directory-entry: — Bruno, Kutscher, Uhlenh., Canalstr. 24 — [799, 1545, 1021, 1560]
directory-entry: — Frl. A. u. M., Uhlenhorsterweg 13 — [191, 293, 388, 309]
directory-entry: — R., Techniker, Martinistr. 26, ⊠ 20 — [1102, 965, 1303, 979]
directory-entry: — Ernst, Blumenhdlg., Tangstedter Landstr., ⊠ Langenhorn 1 — [495, 928, 747, 962]
page-edge — [1485, 127, 1489, 2088]
directory-entry: — Wwe., Joh., Schleidenstr. ☎ No 1359, Mittelweg 140, ⊠ 13 — [799, 928, 1080, 962]
directory-entry: Gorzlitze, Ad., Eisenb.-Sekr., Heldbörn 26 — [799, 602, 1024, 617]
directory-entry: Gorski, A., Maurer, Schumannstr. 69, ⊠ 21 — [495, 1889, 724, 1905]
directory-entry: — A., Wandsbeckerchaussee 265, ⊠ 23 — [799, 1255, 1009, 1269]
directory-entry: — J., Filiallr., Süderstr. 80, ⊠ 15 — [1102, 511, 1277, 526]
directory-entry: — Ad., Kaufm., Reginestr. 38a, ⊠ 27 — [799, 692, 998, 708]
directory-entry: — O. J. u., photogr. Atelier, ⊠ 34 — [799, 1127, 977, 1143]
directory-entry: — Wwe. Joh., von Essenstr. 22, ⊠ 22 — [1102, 674, 1302, 689]
directory-entry: — Friedr., Beamt. a. D., PSch: 20665, b. Strohhause 75, ⊠ 5 — [799, 1889, 1076, 1922]
directory-entry: — Frl. C., Altonaerstr. 37, ⊠ 6 — [799, 1635, 962, 1651]
directory-entry: — H., Stukkateur, Stellbergstr. 28, ⊠ 33 — [191, 620, 405, 635]
directory-entry: — W., Friseur, Bürgerweide 75/77, H. 7 — [191, 1018, 404, 1034]
directory-entry: — Friedr., Mechaniker, Elsastr. 4, ⊠ 22 — [799, 1925, 1009, 1941]
directory-entry: Goppelt, Georg, Gartening.pekt., ☎ El 5801 N 1, Breitenfelderstr. 44, ⊠ 30 — [191, 2089, 457, 2122]
directory-entry: — W., Kaufm., ☎ M 9532, Miltstr. 26, ⊠ 8 — [495, 1509, 730, 1523]
gutter-text: adsbecker- chäftsf. d. G. m. b. H. 10, ⊠ 37 Kätkner- n, Rothen- x 39 rothstr. 87 bergstr. 18, ensburger- rookstr. 23 ⊠ 4 31 r.184,⊠28 renfabrik, e8t.Georg, enweide110, 15, ⊠ 28 ⊠ 4 r.44, ⊠ 31 r.18,⊠ 30 ⊠ 30 thsweg 61 6 thsweg 37 r. 8, ⊠ 23 ⊠ 32 aussee25a Hammer- nnstr. 28 n 8, ⊠ 8 ⊠ 3 , Heiden- aldstr. 5 r. 30 itchaussee itg.e.E.K, te, gegr. eck-23887, nnnstr. 5 nnacher- ⊠ 4 retg., ⊠ ⊠ 10 n u. Kla- ⊠ 25, ⊠ 4 ⊠ 25 59, ⊠ 26 ⊠ 8 ⊠ 31 10, ⊠ 16 15,⊠33 ⊠ 33 ⊠ 38 36, ⊠ 23 sestr. 37 ⊠ 22 ecktal58 ⊠ 23 gar Ross- Etzestr.41 thofstr.57 erweg 44 ⊠ 22 ⊠ 23 ⊠ 31 ⊠ 23 7, H 9, ⊠ 30 R, Manu- E Bleich- 8, Uhlen 34, Wohn: ⊠ 25 ⊠ 1 Ex- u. erbe- u. ertweite ensburg u. Im- El 7686, lke Peter ⊠ 8 g 17 ⊠ 20 Kailway, ⊠ 5 ütteler- 5 — [4, 247, 69, 2329]
column-3 — [799, 274, 1093, 2195]
directory-entry: — H., Wachtmstr., Eberhofweg 67, ⊠ Langenh. 1 — [799, 1998, 1063, 2013]
directory-entry: ⊙ B. Goslar & Co. m. b. H., IR, Kommission, PSch: 48248, ☎ Ro 6198 u. 6199, kl. Johannisstr. 10, ⊠ 11, Geschäftsf.: Albert Goslar u. Maurice Dazy — [1102, 1835, 1383, 1886]
directory-entry: — H., Reutn., Schenefelderstr. 49, ⊠ 31 — [799, 1980, 1012, 1995]
